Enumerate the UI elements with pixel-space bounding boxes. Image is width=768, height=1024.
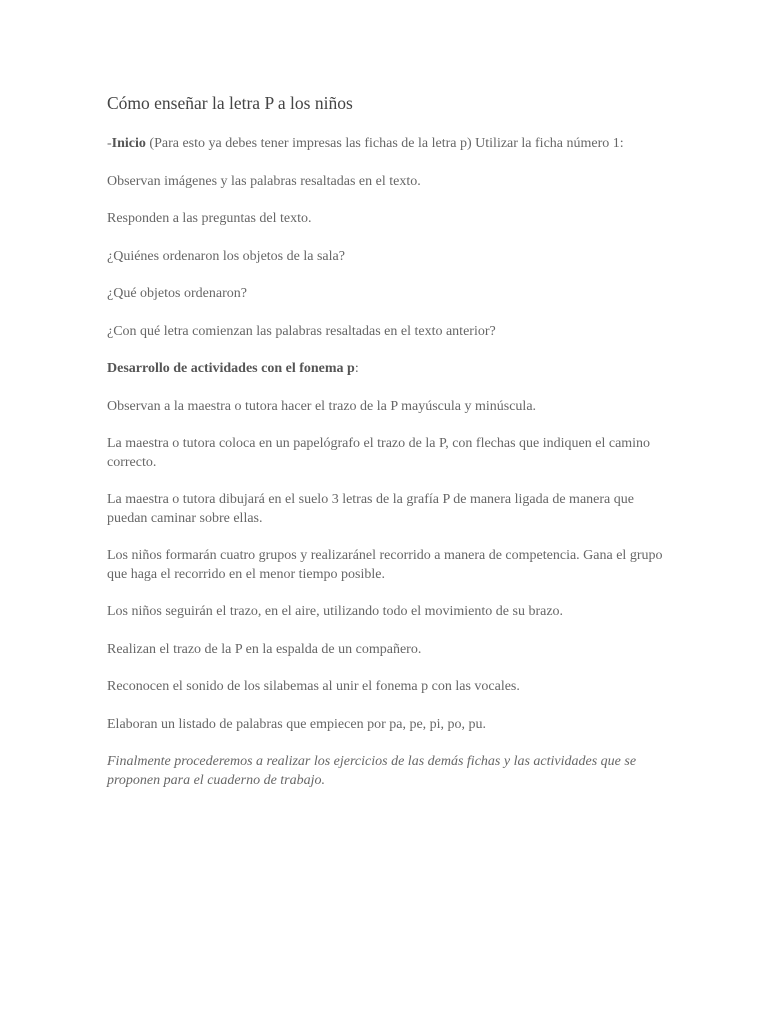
activity-paragraph: Observan a la maestra o tutora hacer el trazo de la P mayúscula y minúscula. xyxy=(107,398,537,414)
question: ¿Quiénes ordenaron los objetos de la sala? xyxy=(107,248,345,264)
intro-label: Inicio xyxy=(111,136,146,151)
question: ¿Qué objetos ordenaron? xyxy=(107,286,247,301)
intro-prefix: - xyxy=(107,136,112,151)
section-heading-label: Desarrollo de actividades con el fonema p xyxy=(107,361,355,376)
activity-paragraph: Reconocen el sonido de los silabemas al unir el fonema p con las vocales. xyxy=(107,679,520,694)
document-title: Cómo enseñar la letra P a los niños xyxy=(107,93,353,113)
activity-paragraph: Realizan el trazo de la P en la espalda de un compañero. xyxy=(107,641,422,657)
activity-paragraph: Los niños seguirán el trazo, en el aire, utilizando todo el movimiento de su brazo. xyxy=(107,604,564,619)
activity-paragraph: Los niños formarán cuatro grupos y realizaránel recorrido a manera de competencia. Gana el grupo que haga el recorrido en el menor tiempo posible. xyxy=(107,548,663,582)
paragraph: Responden a las preguntas del texto. xyxy=(107,211,312,226)
intro-text: (Para esto ya debes tener impresas las fichas de la letra p) Utilizar la ficha número 1: xyxy=(145,136,624,151)
section-heading xyxy=(107,360,668,379)
paragraph: Observan imágenes y las palabras resaltadas en el texto. xyxy=(107,173,421,189)
intro-paragraph xyxy=(107,135,668,154)
activity-paragraph: La maestra o tutora coloca en un papelógrafo el trazo de la P, con flechas que indiquen el camino correcto. xyxy=(107,436,651,470)
activity-paragraph: Elaboran un listado de palabras que empiecen por pa, pe, pi, po, pu. xyxy=(107,716,487,732)
activity-paragraph: La maestra o tutora dibujará en el suelo 3 letras de la grafía P de manera ligada de manera que puedan caminar sobre ellas. xyxy=(107,492,634,526)
question: ¿Con qué letra comienzan las palabras resaltadas en el texto anterior? xyxy=(107,323,496,339)
section-heading-suffix: : xyxy=(354,361,359,376)
closing-paragraph: Finalmente procederemos a realizar los ejercicios de las demás fichas y las actividades que se proponen para el cuaderno de trabajo. xyxy=(107,754,637,788)
